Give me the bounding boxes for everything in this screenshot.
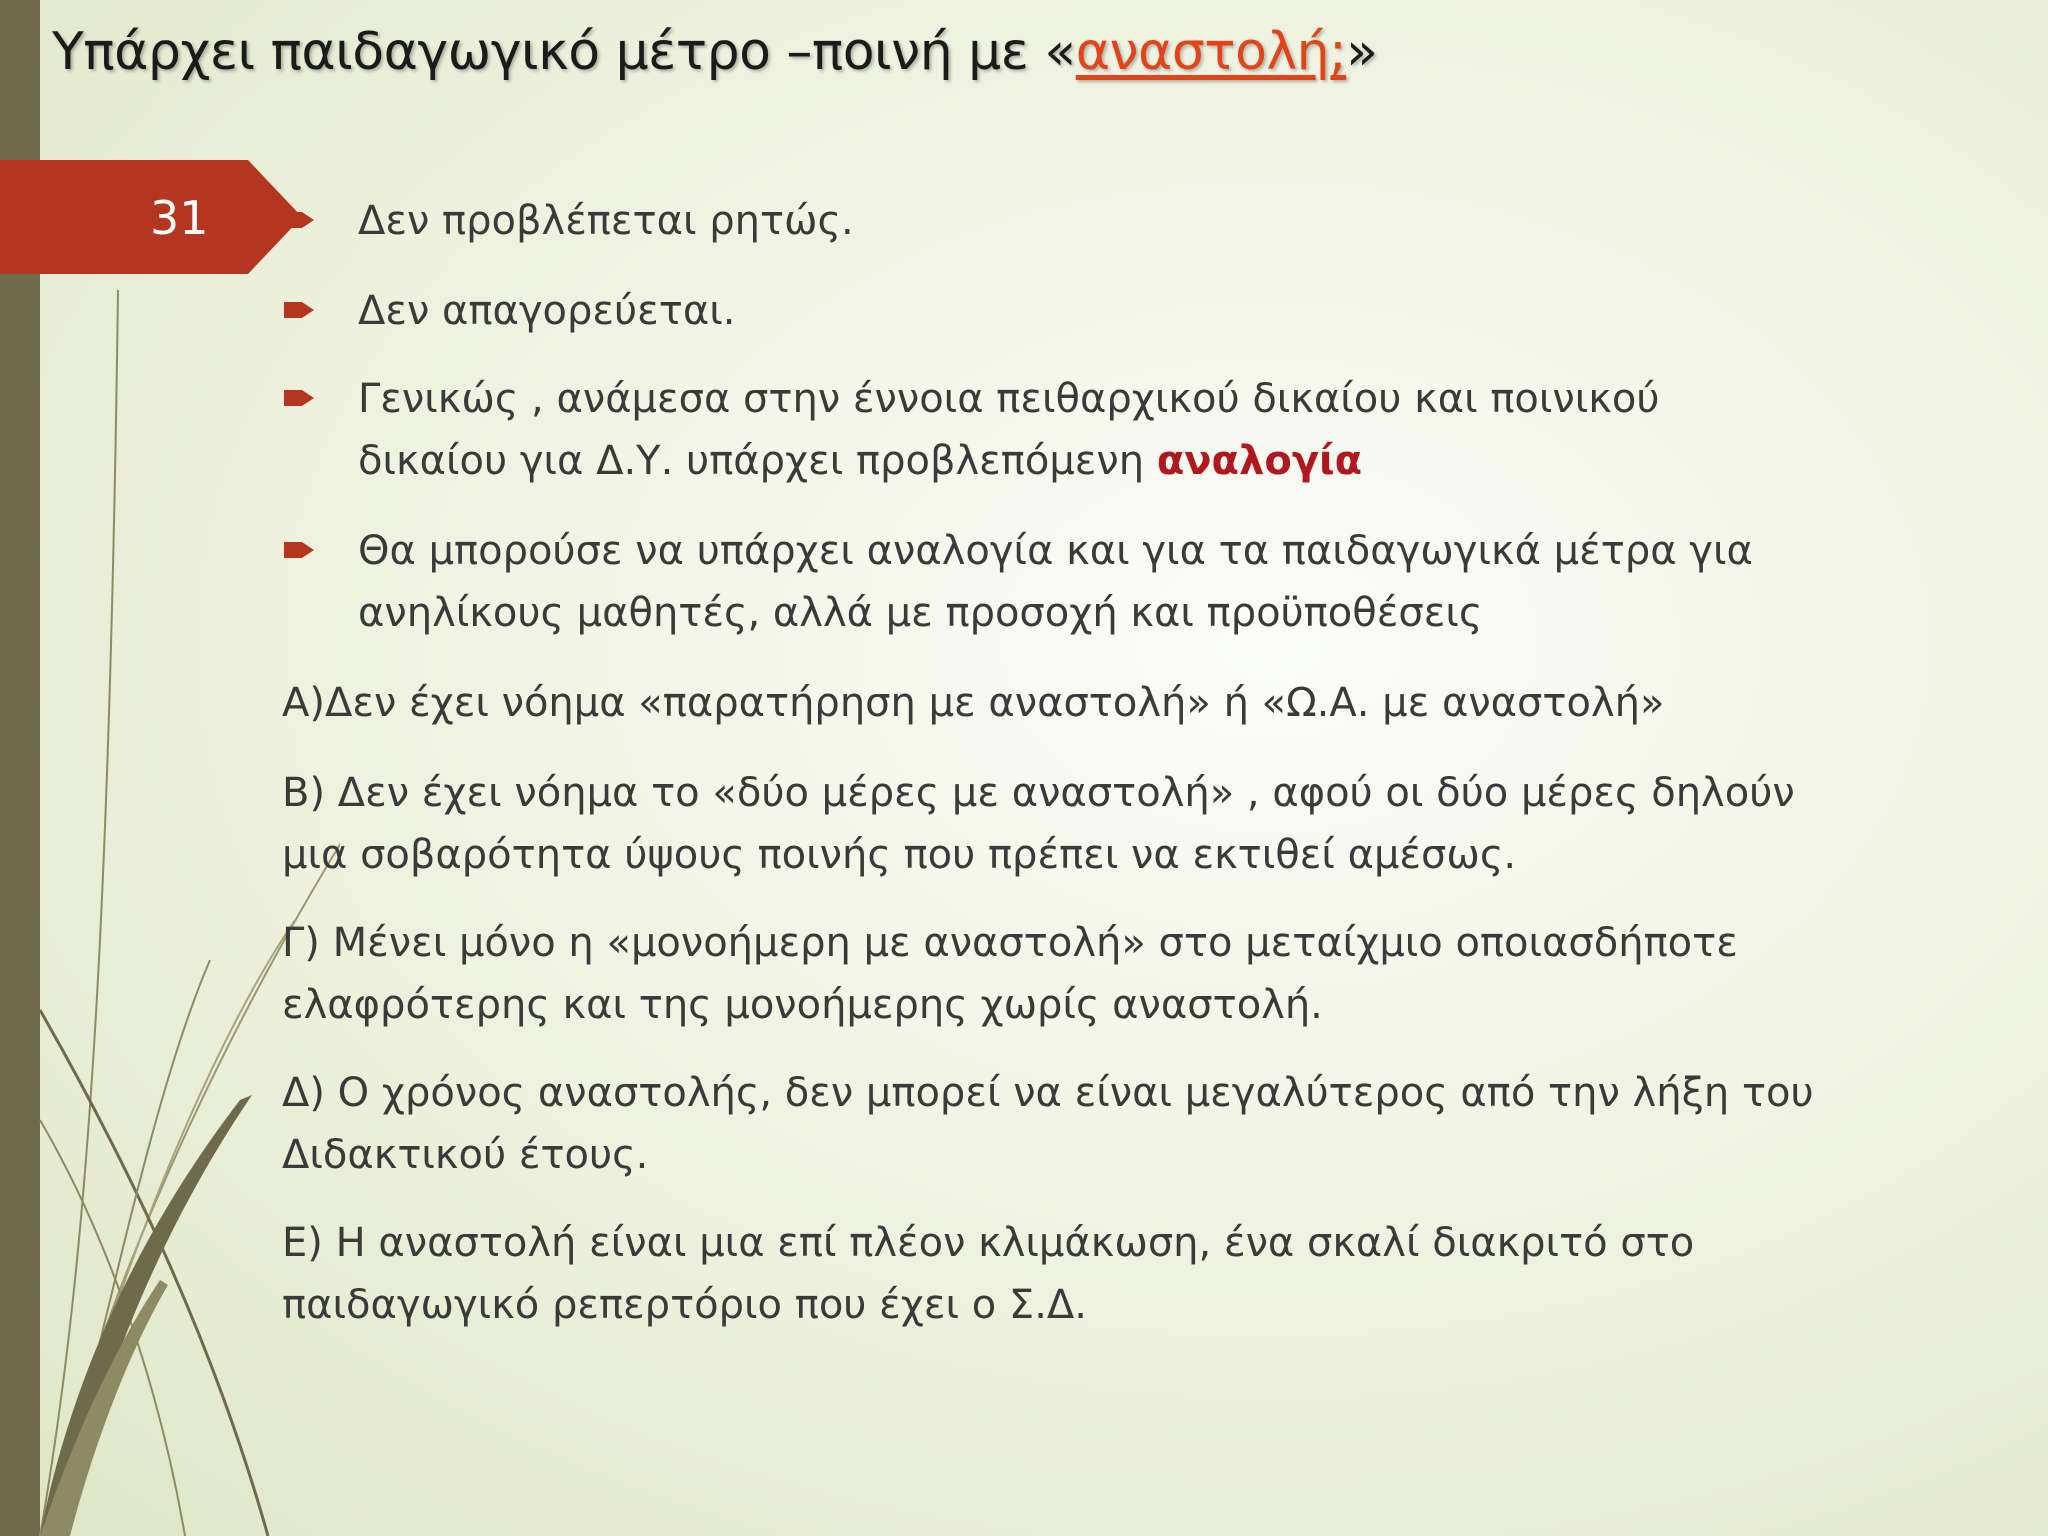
arrow-bullet-icon (284, 388, 314, 408)
paragraph-e-line-2: παιδαγωγικό ρεπερτόριο που έχει ο Σ.Δ. (282, 1282, 1087, 1328)
bullet-1: Δεν προβλέπεται ρητώς. (358, 198, 854, 244)
arrow-bullet-icon (284, 540, 314, 560)
bullet-3-text: δικαίου για Δ.Υ. υπάρχει προβλεπόμενη (358, 438, 1157, 484)
bullet-4-line-1: Θα μπορούσε να υπάρχει αναλογία και για τα παιδαγωγικά μέτρα για (358, 528, 1753, 574)
bullet-2: Δεν απαγορεύεται. (358, 288, 736, 334)
bullet-3 (358, 368, 1659, 492)
paragraph-b-line-1: Β) Δεν έχει νόημα το «δύο μέρες με αναστολή» , αφού οι δύο μέρες δηλούν (282, 770, 1795, 816)
bullet-4-line-2: ανηλίκους μαθητές, αλλά με προσοχή και προϋποθέσεις (358, 590, 1483, 636)
paragraph-e-line-1: Ε) Η αναστολή είναι μια επί πλέον κλιμάκωση, ένα σκαλί διακριτό στο (282, 1220, 1695, 1266)
paragraph-a-line-1: Α)Δεν έχει νόημα «παρατήρηση με αναστολή» ή «Ω.Α. με αναστολή» (282, 680, 1665, 726)
emphasis-word: αναλογία (1156, 438, 1363, 484)
title-prefix: Υπάρχει παιδαγωγικό μέτρο –ποινή με « (52, 22, 1076, 82)
paragraph-c-line-2: ελαφρότερης και της μονοήμερης χωρίς αναστολή. (282, 982, 1323, 1028)
paragraph-d-line-1: Δ) Ο χρόνος αναστολής, δεν μπορεί να είναι μεγαλύτερος από την λήξη του (282, 1070, 1814, 1116)
title-highlight: αναστολή; (1075, 22, 1347, 82)
slide-title (52, 22, 1377, 82)
paragraph-d-line-2: Διδακτικού έτους. (282, 1132, 649, 1178)
paragraph-b-line-2: μια σοβαρότητα ύψους ποινής που πρέπει να εκτιθεί αμέσως. (282, 832, 1517, 878)
bullet-3-line-1: Γενικώς , ανάμεσα στην έννοια πειθαρχικού δικαίου και ποινικού (358, 376, 1660, 422)
arrow-bullet-icon (284, 300, 314, 320)
paragraph-c-line-1: Γ) Μένει μόνο η «μονοήμερη με αναστολή» στο μεταίχμιο οποιασδήποτε (282, 920, 1738, 966)
slide-number: 31 (150, 191, 209, 245)
paragraph-a (282, 672, 2032, 734)
paragraph-b (282, 762, 2032, 886)
bullet-3-line-2 (358, 430, 1659, 492)
paragraph-e (282, 1212, 2032, 1336)
arrow-bullet-icon (284, 210, 314, 230)
paragraph-c (282, 912, 2032, 1036)
title-suffix: » (1346, 22, 1378, 82)
bullet-4 (358, 520, 1753, 644)
paragraph-d (282, 1062, 2032, 1186)
